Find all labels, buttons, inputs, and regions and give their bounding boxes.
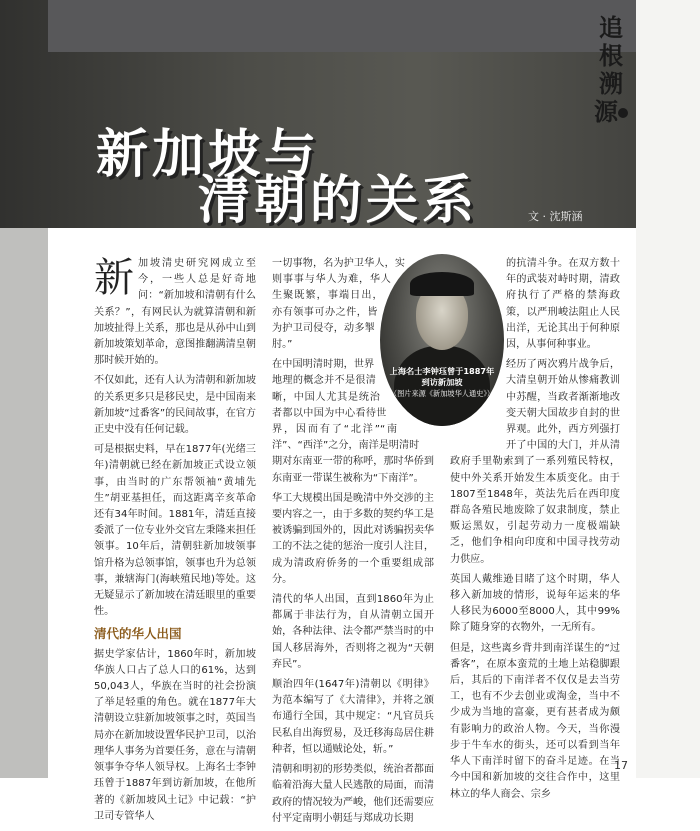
paragraph: 顺治四年(1647年)清朝以《明律》为范本编写了《大清律》，并将之颁布通行全国，其中规定：“凡官员兵民私自出海贸易，及迁移海岛居住耕种者，恒以通贼论处，斩。” (272, 679, 434, 755)
photo-caption (386, 366, 498, 399)
article-title-line2: 清朝的关系 (198, 171, 479, 231)
banner-top-strip (48, 0, 648, 52)
article-title-line1: 新加坡与 (96, 125, 321, 185)
paragraph: 清代的华人出国，直到1860年为止都属于非法行为，自从清朝立国开始，各种法律、法令都严禁当时的中国人移居海外，否则将之视为“天朝弃民”。 (272, 594, 434, 670)
paragraph: 加坡清史研究网成立至今，一些人总是好奇地问：“新加坡和清朝有什么关系？”，有网民认为就算清朝和新加坡扯得上关系，那也是从孙中山到新加坡策划革命，意图推翻满清皇朝那时候开始的。 (94, 258, 256, 367)
photo-caption-source: （图片来源《新加坡华人通史》） (389, 389, 495, 398)
byline: 文 · 沈斯涵 (528, 210, 583, 223)
portrait-photo (380, 254, 504, 426)
paragraph: 不仅如此，还有人认为清朝和新加坡的关系更多只是移民史，是中国南来新加坡“过番客”的民间故事，在官方正史中没有任何记载。 (94, 375, 256, 436)
column-tag-text: 追根溯源 (594, 14, 623, 126)
page-number: 17 (614, 759, 628, 772)
column-tag (594, 14, 628, 126)
paragraph: 但是，这些离乡背井到南洋谋生的“过番客”，在原本蛮荒的土地上站稳脚跟后，其后的下南洋者不仅仅是去当劳工，也有不少去创业或淘金，当中不少成为当地的富豪，更有甚者成为颇有影响力的政治人物。今天，当你漫步于牛车水的街头，还可以看到当年华人下南洋时留下的奋斗足迹。在当今中国和新加坡的交往合作中，这里林立的华人商会、宗乡 (450, 642, 620, 800)
portrait-hat (410, 272, 474, 296)
paragraph: 经历了两次鸦片战争后，大清皇朝开始从惨痛教训中苏醒，当政者渐渐地改变天朝大国故步自封的世界观。此外，西方列强打开了中国的大门，并从清政府手里勒索到了一系列殖民特权，使中外关系开始发生本质变化。由于1807至1848年，英法先后在西印度群岛各殖民地废除了奴隶制度，禁止贩运黑奴，引起劳动力一度极端缺乏，他们争相向印度和中国寻找劳动力供应。 (450, 359, 620, 565)
paragraph: 在中国明清时期，世界地理的概念并不是很清晰，中国人尤其是统治者都以中国为中心看待世界，因而有了“北洋”“南洋”、“西洋”之分，南洋是明清时期对东南亚一带的称呼，那时华侨到东南亚一带谋生被称为“下南洋”。 (272, 359, 434, 484)
right-margin (636, 0, 700, 778)
text-column-1 (94, 256, 256, 829)
paragraph: 一切事物，名为护卫华人，实则事事与华人为难，华人生聚既繁，事端日出，亦有领事可办之件，皆为护卫司侵夺，动多掣肘。” (272, 258, 405, 351)
paragraph: 清朝和明初的形势类似，统治者都面临着沿海大量人民逃散的局面，而清政府的情况较为严峻，他们还需要应付平定南明小朝廷与郑成功长期 (272, 764, 434, 824)
section-heading: 清代的华人出国 (94, 626, 182, 642)
paragraph: 可是根据史料，早在1877年(光绪三年)清朝就已经在新加坡正式设立领事，由当时的广东帮领袖“黄埔先生”胡亚基担任，而这距离辛亥革命还有34年时间。1881年，清廷直接委派了一位专业外交官左秉隆来担任领事。10年后，清朝驻新加坡领事馆升格为总领事馆，领事也升为总领事，兼辖海门(海峡殖民地)等处。这无疑显示了新加坡在清廷眼里的重要性。 (94, 444, 256, 618)
paragraph: 英国人戴维逊目睹了这个时期，华人移入新加坡的情形，说每年运来的华人移民为6000至8000人，其中99%除了随身穿的衣物外，一无所有。 (450, 573, 620, 634)
photo-caption-main: 上海名士李钟珏曾于1887年到访新加坡 (389, 366, 495, 387)
column-tag-dot-icon (618, 108, 628, 118)
paragraph: 据史学家估计，1860年时，新加坡华族人口占了总人口的61%，达到50,043人，华族在当时的社会扮演了举足轻重的角色。就在1877年大清朝设立驻新加坡领事之时，英国当局亦在新加坡设置华民护卫司，以治理华人事务为首要任务，意在与清朝领事争夺华人领导权。上海名士李钟珏曾于1887年到访新加坡，在他所著的《新加坡风土记》中记载：“护卫司专管华人 (94, 648, 256, 822)
paragraph: 华工大规模出国是晚清中外交涉的主要内容之一，由于多数的契约华工是被诱骗到国外的，因此对诱骗拐卖华工的不法之徒的惩治一度引人注目，成为清政府侨务的一个重要组成部分。 (272, 492, 434, 585)
dropcap: 新 (94, 255, 134, 301)
paragraph: 的抗清斗争。在双方数十年的武装对峙时期，清政府执行了严格的禁海政策，以严刑峻法阻止人民出洋，无论其出于何种原因，从事何种事业。 (506, 258, 620, 351)
